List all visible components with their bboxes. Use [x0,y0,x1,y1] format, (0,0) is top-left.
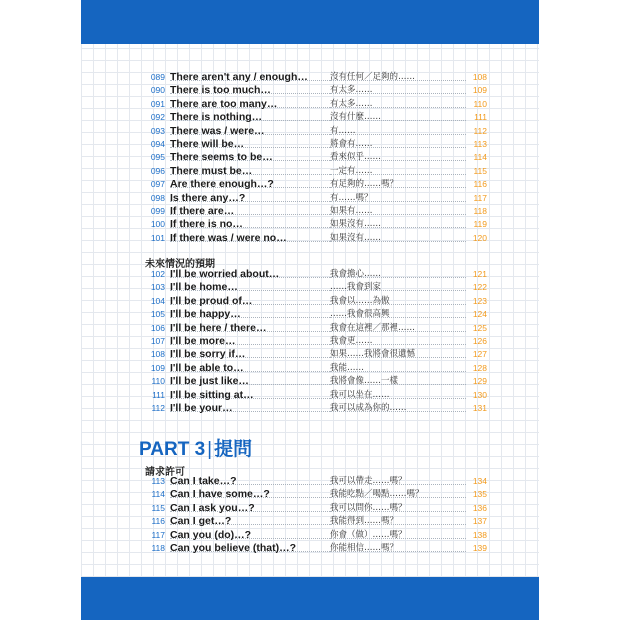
entry-meaning: 有太多…… [330,98,373,109]
entry-number: 098 [150,192,165,203]
entry-page: 137 [472,516,487,527]
entry-list-group-1 [147,71,487,245]
entry-number: 091 [150,98,165,109]
entry-phrase: Can I take…? [170,475,237,487]
entry-number: 111 [152,389,165,400]
entry-number: 089 [150,72,165,82]
toc-entry [147,125,487,138]
entry-number: 114 [151,489,165,500]
entry-meaning: 有……嗎？ [330,192,373,203]
entry-meaning: ……我會很高興 [330,309,390,320]
entry-number: 112 [151,402,165,413]
entry-page: 119 [473,219,487,230]
entry-number: 102 [150,269,165,279]
entry-page: 127 [472,349,487,360]
toc-entry [147,178,487,191]
entry-meaning: 沒有什麼…… [330,112,382,123]
entry-meaning: 我可以坐在…… [330,389,390,400]
entry-number: 106 [150,322,165,333]
header-bar [81,0,539,44]
entry-page: 110 [473,98,487,109]
entry-number: 113 [151,476,165,486]
entry-phrase: I'll be here / there… [170,321,267,334]
entry-meaning: 沒有任何／足夠的…… [330,72,416,82]
entry-page: 139 [472,542,487,553]
entry-phrase: I'll be more… [170,334,236,347]
entry-phrase: There are too many… [170,97,278,110]
entry-phrase: I'll be home… [170,281,238,294]
entry-meaning: 我會在這裡／那裡…… [330,322,416,333]
entry-meaning: 我能…… [330,362,365,373]
entry-phrase: If there was / were no… [170,231,287,244]
entry-phrase: Are there enough…? [170,178,274,191]
entry-page: 121 [472,269,487,279]
toc-entry [147,192,487,205]
entry-phrase: I'll be your… [170,401,233,414]
entry-meaning: ……我會到家 [330,282,382,293]
entry-number: 099 [150,205,165,216]
entry-phrase: There seems to be… [170,151,273,164]
toc-entry [147,84,487,97]
entry-page: 124 [472,309,487,320]
entry-phrase: Can you (do)…? [170,528,252,541]
entry-number: 096 [150,165,165,176]
entry-meaning: 你能相信……嗎？ [330,542,399,553]
toc-entry [147,475,487,488]
toc-entry [147,98,487,111]
toc-entry [147,488,487,501]
entry-phrase: Is there any…? [170,191,246,204]
toc-entry [147,295,487,308]
entry-number: 103 [150,282,165,293]
toc-entry [147,335,487,348]
entry-number: 101 [150,232,165,243]
entry-phrase: If there is no… [170,218,243,231]
part-separator: | [207,439,213,460]
entry-meaning: 我可以帶走……嗎？ [330,476,407,486]
section-title-future-expectations: 未來情況的預期 [145,259,215,270]
entry-phrase: There was / were… [170,124,265,137]
entry-phrase: I'll be just like… [170,375,249,388]
entry-list-group-3 [147,475,487,555]
entry-meaning: 如果沒有…… [330,219,382,230]
entry-phrase: There will be… [170,137,245,150]
entry-meaning: 我會更…… [330,335,373,346]
entry-page: 113 [473,138,487,149]
entry-meaning: 你會（做）……嗎？ [330,529,407,540]
section-title-asking-permission: 請求許可 [145,467,185,478]
entry-page: 116 [473,179,487,190]
entry-meaning: 我將會像……一樣 [330,376,399,387]
entry-meaning: 如果……我將會很遺憾 [330,349,416,360]
entry-meaning: 我會以……為傲 [330,295,390,306]
entry-phrase: There aren't any / enough… [170,71,308,83]
page-number: 09 [579,583,592,595]
entry-phrase: There is too much… [170,84,271,97]
entry-number: 118 [151,542,165,553]
entry-number: 116 [151,516,165,527]
footer-bar [81,577,539,620]
toc-entry [147,529,487,542]
toc-entry [147,151,487,164]
entry-number: 092 [150,112,165,123]
entry-number: 095 [150,152,165,163]
entry-meaning: 看來似乎…… [330,152,382,163]
entry-phrase: I'll be proud of… [170,294,253,307]
toc-entry [147,268,487,281]
entry-number: 105 [150,309,165,320]
entry-number: 094 [150,138,165,149]
part-heading [139,434,252,461]
entry-meaning: 將會有…… [330,138,373,149]
entry-page: 131 [472,402,487,413]
entry-meaning: 我會擔心…… [330,269,382,279]
entry-phrase: Can I have some…? [170,488,270,501]
entry-meaning: 如果有…… [330,205,373,216]
entry-page: 120 [472,232,487,243]
toc-entry [147,542,487,555]
toc-entry [147,218,487,231]
toc-entry [147,515,487,528]
entry-meaning: 有…… [330,125,356,136]
entry-phrase: If there are… [170,204,235,217]
entry-number: 117 [151,529,165,540]
toc-entry [147,308,487,321]
entry-phrase: There must be… [170,164,253,177]
entry-number: 108 [150,349,165,360]
entry-meaning: 我能得到……嗎？ [330,516,399,527]
entry-page: 126 [472,335,487,346]
toc-entry [147,281,487,294]
entry-number: 090 [150,85,165,96]
entry-meaning: 如果沒有…… [330,232,382,243]
toc-entry [147,205,487,218]
entry-phrase: I'll be happy… [170,308,241,321]
entry-phrase: I'll be worried about… [170,268,280,280]
toc-entry [147,322,487,335]
entry-page: 129 [472,376,487,387]
entry-number: 109 [150,362,165,373]
entry-number: 115 [151,502,165,513]
entry-phrase: Can I ask you…? [170,501,255,514]
entry-page: 118 [473,205,487,216]
toc-entry [147,165,487,178]
entry-number: 100 [150,219,165,230]
entry-page: 128 [472,362,487,373]
entry-page: 135 [472,489,487,500]
entry-phrase: There is nothing… [170,111,263,124]
toc-entry [147,232,487,245]
toc-entry [147,348,487,361]
entry-phrase: I'll be sorry if… [170,348,246,361]
entry-number: 093 [150,125,165,136]
entry-number: 110 [151,376,165,387]
entry-page: 108 [472,72,487,82]
part-title: 提問 [214,438,253,460]
toc-entry [147,362,487,375]
entry-page: 123 [472,295,487,306]
entry-number: 104 [150,295,165,306]
part-label: PART 3 [139,439,206,460]
entry-page: 136 [472,502,487,513]
entry-meaning: 我能吃點／喝點……嗎？ [330,489,424,500]
entry-page: 112 [473,125,487,136]
entry-meaning: 有太多…… [330,85,373,96]
entry-page: 122 [472,282,487,293]
entry-meaning: 一定有…… [330,165,373,176]
entry-page: 114 [473,152,487,163]
entry-phrase: Can you believe (that)…? [170,541,297,554]
entry-page: 111 [474,112,487,123]
entry-page: 130 [472,389,487,400]
toc-entry [147,111,487,124]
entry-list-group-2 [147,268,487,415]
toc-entry [147,71,487,84]
entry-number: 107 [150,335,165,346]
toc-entry [147,402,487,415]
toc-entry [147,138,487,151]
toc-entry [147,389,487,402]
entry-page: 115 [473,165,487,176]
toc-entry [147,375,487,388]
entry-number: 097 [150,179,165,190]
entry-meaning: 我可以成為你的…… [330,402,407,413]
entry-meaning: 有足夠的……嗎？ [330,179,399,190]
entry-page: 109 [472,85,487,96]
entry-phrase: I'll be sitting at… [170,388,254,401]
entry-phrase: I'll be able to… [170,361,244,374]
entry-meaning: 我可以問你……嗎？ [330,502,407,513]
entry-page: 138 [472,529,487,540]
entry-page: 117 [473,192,487,203]
entry-page: 134 [472,476,487,486]
entry-page: 125 [472,322,487,333]
toc-entry [147,502,487,515]
entry-phrase: Can I get…? [170,515,232,528]
